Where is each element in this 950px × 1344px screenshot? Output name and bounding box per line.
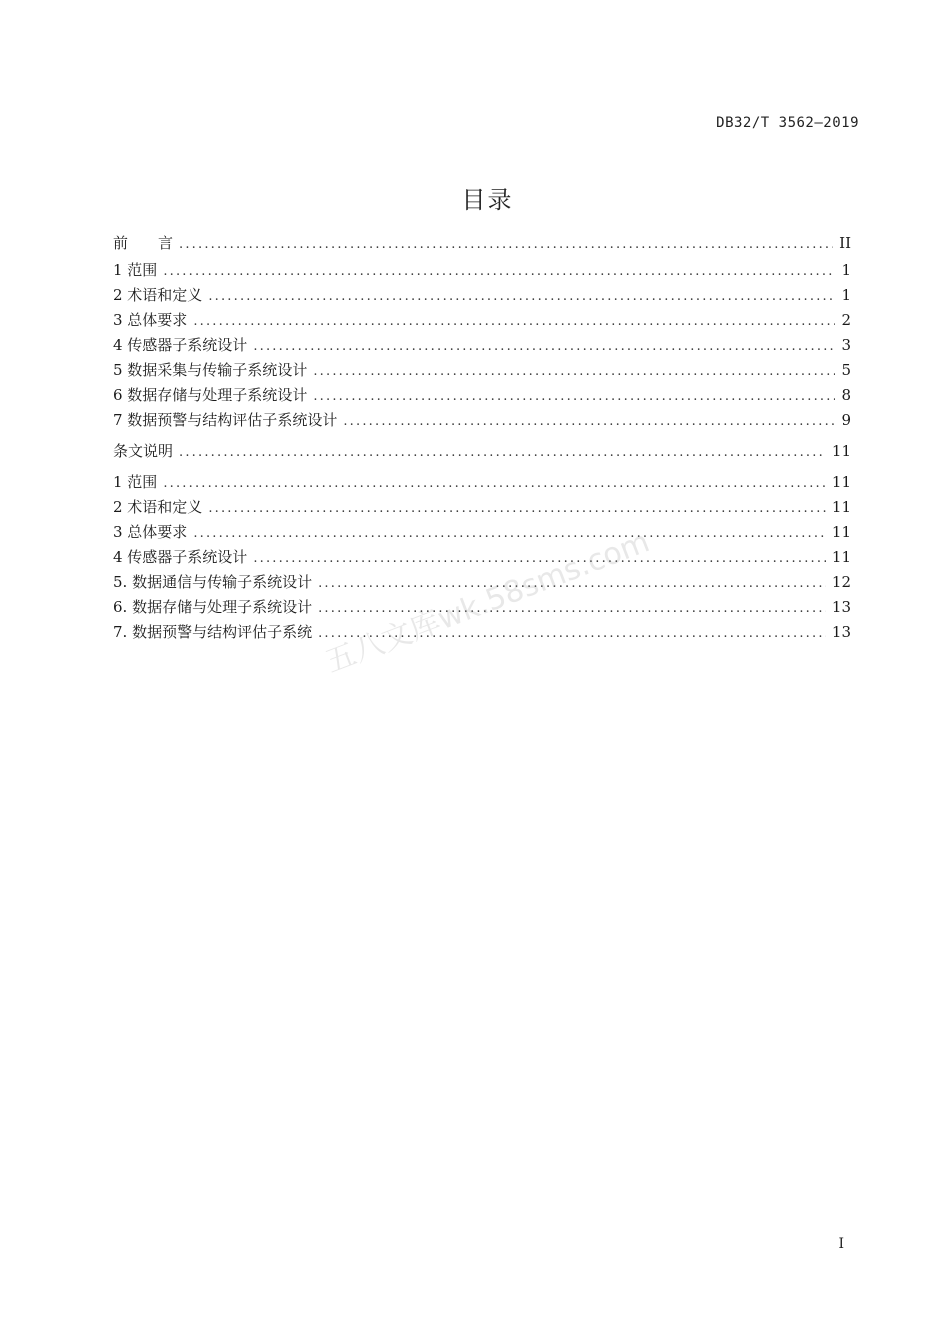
toc-entry-label: 4 传感器子系统设计 <box>113 548 248 566</box>
table-of-contents <box>113 229 851 645</box>
toc-entry-label: 1 范围 <box>113 261 158 279</box>
toc-leader-dots <box>179 230 833 259</box>
toc-entry-page: 11 <box>831 548 851 566</box>
toc-entry-label: 前 言 <box>113 234 174 252</box>
toc-leader-dots <box>163 259 835 284</box>
watermark: 五八文库wk.58sms.com <box>320 524 655 681</box>
toc-entry-page: 3 <box>841 336 851 354</box>
toc-leader-dots <box>163 471 826 496</box>
toc-leader-dots <box>193 309 835 334</box>
toc-entry-scope[interactable] <box>113 258 851 283</box>
toc-entry-terms[interactable] <box>113 283 851 308</box>
toc-entry-explanation-scope[interactable] <box>113 470 851 495</box>
toc-leader-dots <box>208 284 835 309</box>
toc-leader-dots <box>343 409 835 434</box>
toc-entry-label: 6 数据存储与处理子系统设计 <box>113 386 308 404</box>
toc-entry-page: 11 <box>831 473 851 491</box>
toc-entry-label: 1 范围 <box>113 473 158 491</box>
toc-entry-explanation[interactable] <box>113 439 851 464</box>
toc-entry-explanation-warning[interactable] <box>113 620 851 645</box>
toc-leader-dots <box>318 596 826 621</box>
toc-entry-foreword[interactable] <box>113 229 851 258</box>
toc-entry-page: 13 <box>831 598 851 616</box>
toc-entry-page: 9 <box>841 411 851 429</box>
page-number: I <box>838 1236 844 1252</box>
toc-entry-page: 5 <box>841 361 851 379</box>
toc-title: 目录 <box>461 186 514 214</box>
toc-entry-storage-subsystem[interactable] <box>113 383 851 408</box>
toc-leader-dots <box>179 440 826 465</box>
toc-leader-dots <box>318 571 826 596</box>
toc-entry-explanation-general[interactable] <box>113 520 851 545</box>
toc-entry-page: 13 <box>831 623 851 641</box>
toc-leader-dots <box>253 546 826 571</box>
toc-entry-label: 4 传感器子系统设计 <box>113 336 248 354</box>
toc-entry-label: 2 术语和定义 <box>113 286 203 304</box>
toc-leader-dots <box>313 359 835 384</box>
toc-entry-explanation-sensor[interactable] <box>113 545 851 570</box>
toc-entry-label: 3 总体要求 <box>113 523 188 541</box>
toc-entry-page: 11 <box>831 498 851 516</box>
toc-leader-dots <box>193 521 826 546</box>
toc-entry-page: 1 <box>841 286 851 304</box>
toc-entry-page: 1 <box>841 261 851 279</box>
toc-entry-label: 5. 数据通信与传输子系统设计 <box>113 573 313 591</box>
toc-entry-page: 8 <box>841 386 851 404</box>
toc-entry-acquisition-subsystem[interactable] <box>113 358 851 383</box>
toc-leader-dots <box>208 496 826 521</box>
toc-entry-explanation-storage[interactable] <box>113 595 851 620</box>
toc-entry-label: 6. 数据存储与处理子系统设计 <box>113 598 313 616</box>
toc-entry-explanation-terms[interactable] <box>113 495 851 520</box>
toc-leader-dots <box>313 384 835 409</box>
toc-entry-label: 2 术语和定义 <box>113 498 203 516</box>
toc-entry-page: 11 <box>831 442 851 460</box>
toc-entry-label: 7 数据预警与结构评估子系统设计 <box>113 411 338 429</box>
toc-entry-explanation-communication[interactable] <box>113 570 851 595</box>
toc-entry-label: 条文说明 <box>113 442 174 460</box>
toc-entry-page: II <box>839 234 851 252</box>
toc-entry-label: 7. 数据预警与结构评估子系统 <box>113 623 313 641</box>
toc-entry-page: 11 <box>831 523 851 541</box>
toc-entry-label: 5 数据采集与传输子系统设计 <box>113 361 308 379</box>
toc-entry-page: 2 <box>841 311 851 329</box>
toc-entry-general-requirements[interactable] <box>113 308 851 333</box>
toc-entry-label: 3 总体要求 <box>113 311 188 329</box>
toc-entry-warning-subsystem[interactable] <box>113 408 851 433</box>
toc-entry-sensor-subsystem[interactable] <box>113 333 851 358</box>
toc-entry-page: 12 <box>831 573 851 591</box>
toc-leader-dots <box>253 334 835 359</box>
toc-leader-dots <box>318 621 826 646</box>
standard-code: DB32/T 3562—2019 <box>716 115 859 131</box>
